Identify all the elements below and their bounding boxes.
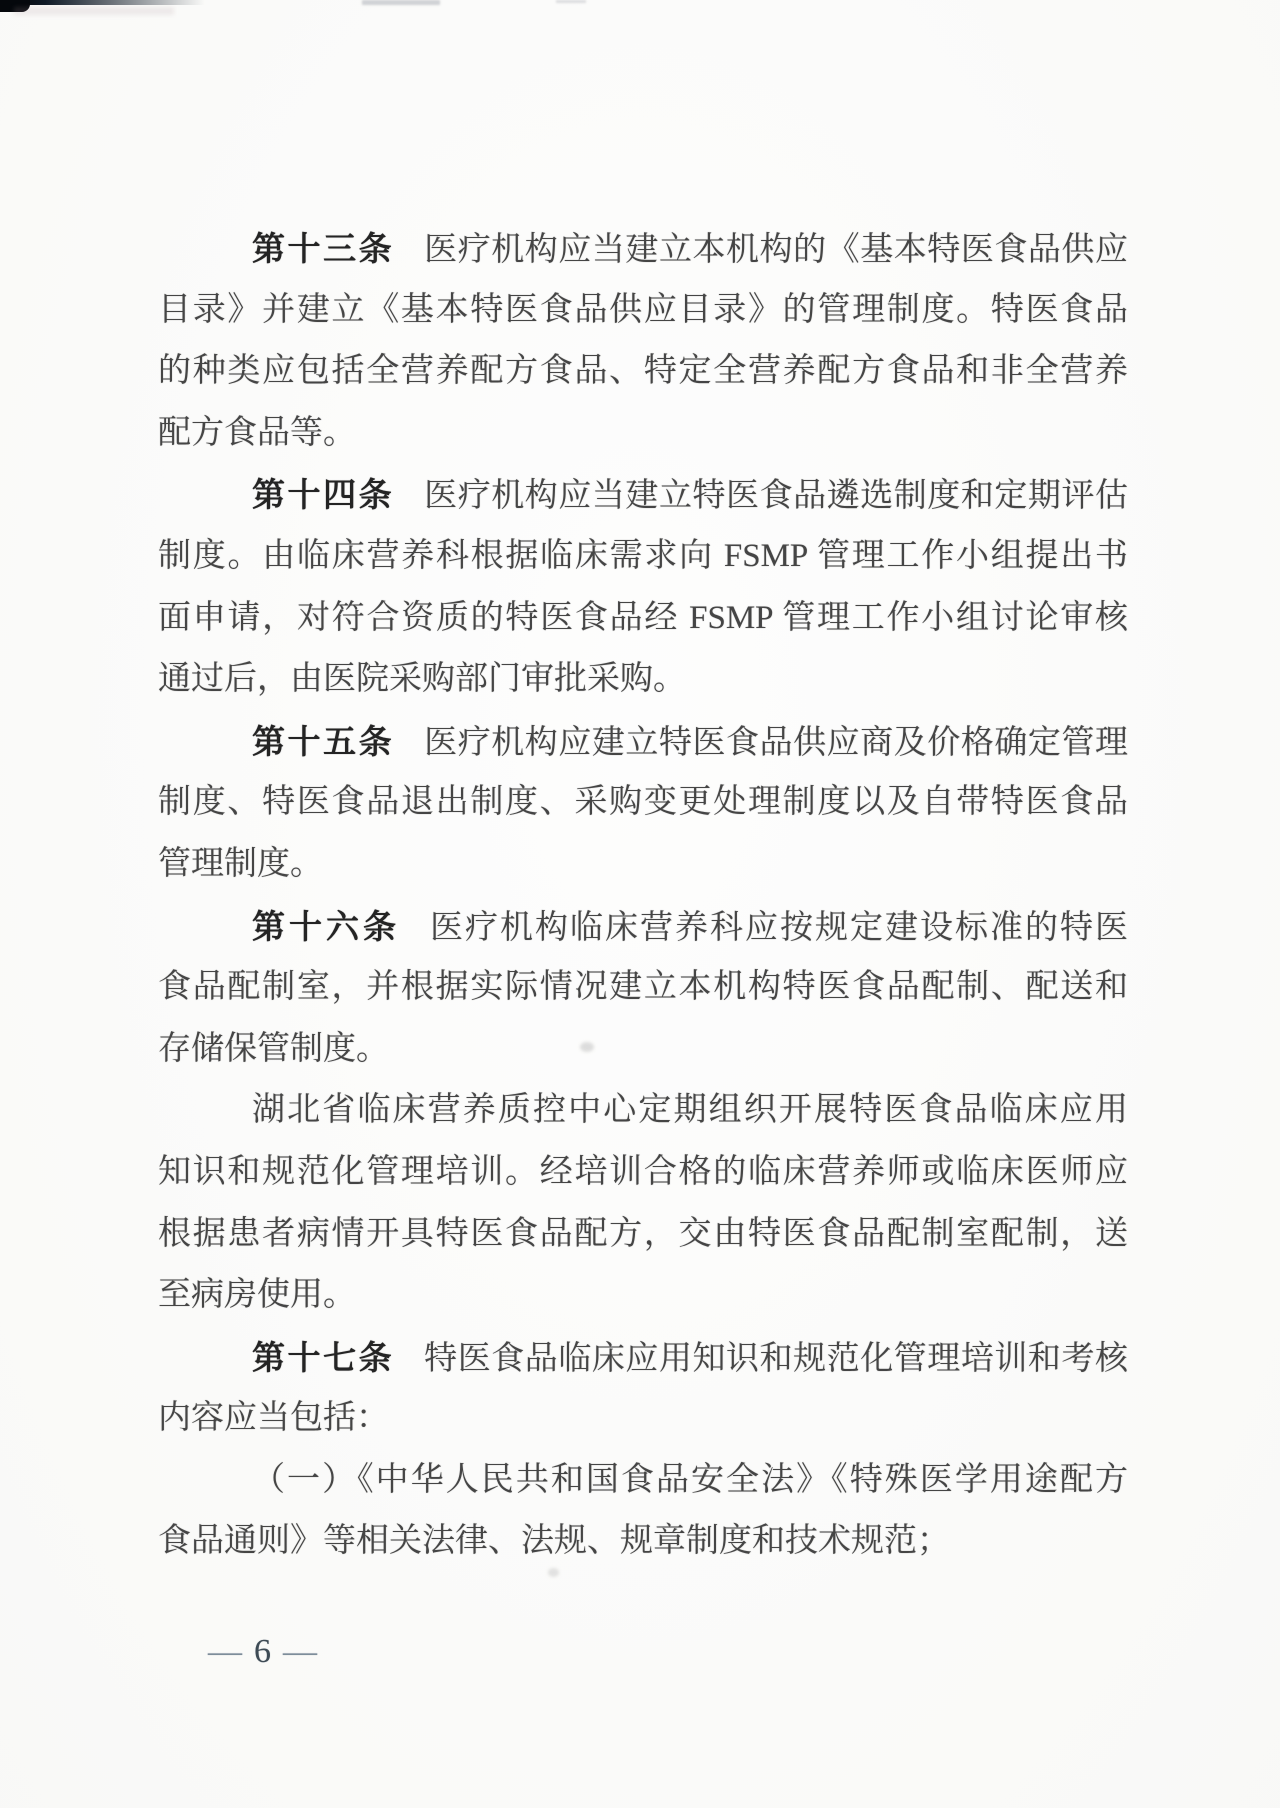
line-text: 管理制度。	[158, 845, 323, 882]
line-text: 目录》并建立《基本特医食品供应目录》的管理制度。特医食品	[158, 291, 1128, 328]
line-text: 医疗机构临床营养科应按规定建设标准的特医	[430, 909, 1128, 946]
text-line	[158, 1265, 1128, 1327]
text-line	[158, 1511, 1128, 1573]
text-line	[158, 834, 1128, 896]
line-text: 知识和规范化管理培训。经培训合格的临床营养师或临床医师应	[158, 1153, 1128, 1190]
text-line	[158, 1327, 1128, 1389]
line-text: 湖北省临床营养质控中心定期组织开展特医食品临床应用	[252, 1092, 1128, 1129]
text-line	[158, 218, 1128, 280]
text-line	[158, 772, 1128, 834]
line-text: 食品配制室，并根据实际情况建立本机构特医食品配制、配送和	[158, 969, 1128, 1006]
article-number: 第十三条	[252, 230, 395, 267]
text-line	[158, 403, 1128, 465]
text-line	[158, 711, 1128, 773]
text-line	[158, 588, 1128, 650]
text-line	[158, 1204, 1128, 1266]
footer-dash-right: —	[283, 1633, 317, 1670]
line-text: 根据患者病情开具特医食品配方，交由特医食品配制室配制，送	[158, 1215, 1128, 1252]
line-text: 内容应当包括：	[158, 1400, 389, 1437]
line-text: 特医食品临床应用知识和规范化管理培训和考核	[424, 1340, 1128, 1377]
article-number: 第十六条	[252, 907, 400, 945]
scan-artifact-smudge	[556, 0, 586, 3]
article-number: 第十四条	[252, 476, 395, 514]
text-line	[158, 1450, 1128, 1512]
scan-artifact-smudge	[362, 0, 440, 5]
article-number: 第十五条	[252, 722, 395, 760]
line-text: 医疗机构应建立特医食品供应商及价格确定管理	[424, 724, 1128, 761]
line-text: （一）《中华人民共和国食品安全法》《特殊医学用途配方	[252, 1461, 1128, 1498]
line-text: 配方食品等。	[158, 414, 356, 451]
text-line	[158, 1080, 1128, 1142]
text-line	[158, 341, 1128, 403]
text-line	[158, 649, 1128, 711]
scan-artifact-smudge	[14, 7, 174, 15]
article-number: 第十七条	[252, 1338, 395, 1376]
line-text: 通过后，由医院采购部门审批采购。	[158, 661, 686, 698]
text-line	[158, 1388, 1128, 1450]
line-text: 制度、特医食品退出制度、采购变更处理制度以及自带特医食品	[158, 784, 1128, 821]
text-line	[158, 464, 1128, 526]
document-lines	[158, 218, 1128, 1573]
line-text: 存储保管制度。	[158, 1030, 389, 1067]
line-text: 制度。由临床营养科根据临床需求向 FSMP 管理工作小组提出书	[158, 537, 1128, 574]
text-line	[158, 280, 1128, 342]
line-text: 医疗机构应当建立特医食品遴选制度和定期评估	[424, 478, 1128, 515]
footer-dash-left: —	[208, 1633, 242, 1670]
page-footer	[208, 1632, 317, 1672]
line-text: 的种类应包括全营养配方食品、特定全营养配方食品和非全营养	[158, 353, 1128, 390]
scan-artifact-top-bar	[0, 0, 205, 5]
text-line	[158, 1019, 1128, 1081]
page-number: 6	[254, 1633, 271, 1670]
line-text: 面申请，对符合资质的特医食品经 FSMP 管理工作小组讨论审核	[158, 599, 1128, 636]
text-line	[158, 957, 1128, 1019]
text-line	[158, 896, 1128, 958]
text-line	[158, 526, 1128, 588]
line-text: 医疗机构应当建立本机构的《基本特医食品供应	[424, 232, 1128, 268]
line-text: 至病房使用。	[158, 1277, 356, 1314]
scan-artifact-corner	[0, 0, 30, 12]
line-text: 食品通则》等相关法律、法规、规章制度和技术规范；	[158, 1523, 950, 1560]
text-line	[158, 1142, 1128, 1204]
